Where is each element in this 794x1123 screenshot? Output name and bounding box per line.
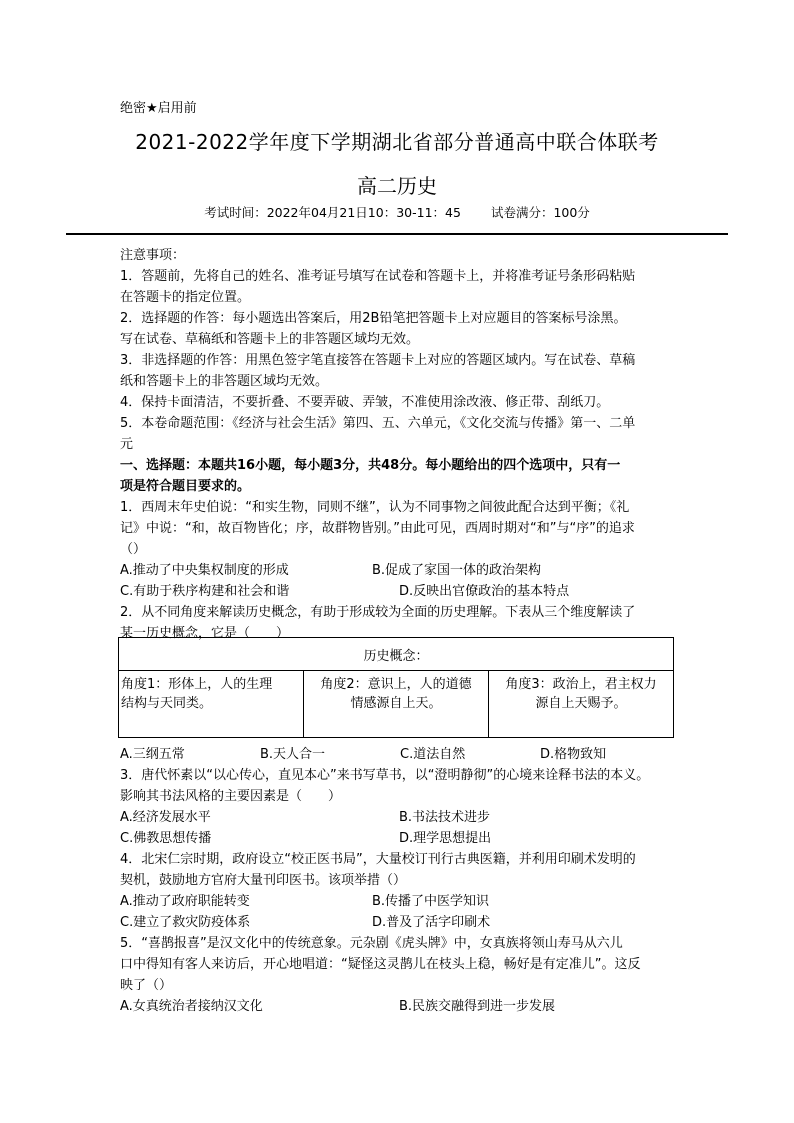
q1-option-d: D.反映出官僚政治的基本特点 bbox=[399, 584, 570, 599]
q4-option-a: A.推动了政府职能转变 bbox=[120, 894, 250, 909]
notice-line: 写在试卷、草稿纸和答题卡上的非答题区域均无效。 bbox=[120, 332, 420, 347]
q1-option-a: A.推动了中央集权制度的形成 bbox=[120, 563, 289, 578]
confidential-label: 绝密★启用前 bbox=[120, 101, 197, 116]
question-1-text: 记》中说：“和，故百物皆化；序，故群物皆别。”由此可见，西周时期对“和”与“序”的追求 bbox=[120, 521, 635, 536]
question-3-text: 3．唐代怀素以“以心传心，直见本心”来书写草书，以“澄明静彻”的心境来诠释书法的本义。 bbox=[120, 768, 650, 783]
q1-option-b: B.促成了家国一体的政治架构 bbox=[372, 563, 542, 578]
concept-table-cell-2 bbox=[304, 671, 489, 738]
section-heading: 一、选择题：本题共16小题，每小题3分，共48分。每小题给出的四个选项中，只有一 bbox=[120, 458, 621, 473]
q5-option-b: B.民族交融得到进一步发展 bbox=[399, 999, 556, 1014]
notice-heading: 注意事项： bbox=[120, 248, 186, 263]
concept-table-cell-1 bbox=[119, 671, 304, 738]
exam-title: 2021-2022学年度下学期湖北省部分普通高中联合体联考 bbox=[135, 130, 659, 154]
question-4-text: 契机，鼓励地方官府大量刊印医书。该项举措（） bbox=[120, 873, 407, 888]
cell-line: 角度1：形体上，人的生理 bbox=[121, 677, 273, 692]
subject-title: 高二历史 bbox=[357, 174, 437, 198]
notice-line: 1．答题前，先将自己的姓名、准考证号填写在试卷和答题卡上，并将准考证号条形码粘贴 bbox=[120, 269, 636, 284]
q2-option-a: A.三纲五常 bbox=[120, 747, 185, 762]
exam-time: 考试时间：2022年04月21日10：30-11：45 bbox=[204, 205, 461, 220]
exam-info bbox=[0, 203, 794, 221]
notice-line: 4．保持卡面清洁，不要折叠、不要弄破、弄皱，不准使用涂改液、修正带、刮纸刀。 bbox=[120, 395, 610, 410]
notice-line: 在答题卡的指定位置。 bbox=[120, 290, 251, 305]
header-divider bbox=[66, 233, 728, 235]
notice-line: 2．选择题的作答：每小题选出答案后，用2B铅笔把答题卡上对应题目的答案标号涂黑。 bbox=[120, 311, 627, 326]
q3-option-d: D.理学思想提出 bbox=[399, 831, 492, 846]
concept-table-cell-3 bbox=[489, 671, 674, 738]
question-4-text: 4．北宋仁宗时期，政府设立“校正医书局”，大量校订刊行古典医籍，并利用印刷术发明的 bbox=[120, 852, 636, 867]
concept-table-header: 历史概念： bbox=[119, 638, 674, 671]
q1-option-c: C.有助于秩序构建和社会和谐 bbox=[120, 584, 290, 599]
q2-option-d: D.格物致知 bbox=[540, 747, 607, 762]
q3-option-a: A.经济发展水平 bbox=[120, 810, 211, 825]
section-heading-cont: 项是符合题目要求的。 bbox=[120, 479, 251, 494]
q4-option-c: C.建立了救灾防疫体系 bbox=[120, 915, 251, 930]
question-1-text: （） bbox=[120, 542, 147, 557]
question-2-text: 某一历史概念，它是（ ） bbox=[120, 626, 290, 641]
q3-option-b: B.书法技术进步 bbox=[399, 810, 491, 825]
cell-line: 结构与天同类。 bbox=[121, 696, 213, 711]
cell-line: 角度2：意识上，人的道德 bbox=[320, 677, 472, 692]
question-5-text: 映了（） bbox=[120, 978, 173, 993]
q4-option-b: B.传播了中医学知识 bbox=[372, 894, 490, 909]
notice-line: 纸和答题卡上的非答题区域均无效。 bbox=[120, 374, 329, 389]
q5-option-a: A.女真统治者接纳汉文化 bbox=[120, 999, 263, 1014]
cell-line: 角度3：政治上，君主权力 bbox=[505, 677, 657, 692]
notice-line: 3．非选择题的作答：用黑色签字笔直接答在答题卡上对应的答题区域内。写在试卷、草稿 bbox=[120, 353, 636, 368]
q2-option-b: B.天人合一 bbox=[260, 747, 326, 762]
q3-option-c: C.佛教思想传播 bbox=[120, 831, 212, 846]
q4-option-d: D.普及了活字印刷术 bbox=[372, 915, 491, 930]
question-5-text: 5．“喜鹊报喜”是汉文化中的传统意象。元杂剧《虎头牌》中，女真族将领山寿马从六儿 bbox=[120, 936, 623, 951]
question-3-text: 影响其书法风格的主要因素是（ ） bbox=[120, 789, 342, 804]
question-1-text: 1．西周末年史伯说：“和实生物，同则不继”，认为不同事物之间彼此配合达到平衡；《礼 bbox=[120, 500, 630, 515]
notice-line: 元 bbox=[120, 437, 134, 452]
cell-line: 情感源自上天。 bbox=[350, 696, 442, 711]
cell-line: 源自上天赐予。 bbox=[535, 696, 627, 711]
full-score: 试卷满分：100分 bbox=[490, 205, 590, 220]
q2-option-c: C.道法自然 bbox=[400, 747, 466, 762]
notice-line: 5．本卷命题范围：《经济与社会生活》第四、五、六单元，《文化交流与传播》第一、二单 bbox=[120, 416, 636, 431]
concept-table bbox=[118, 637, 674, 738]
question-2-text: 2．从不同角度来解读历史概念，有助于形成较为全面的历史理解。下表从三个维度解读了 bbox=[120, 605, 636, 620]
question-5-text: 口中得知有客人来访后，开心地唱道：“疑怪这灵鹊儿在枝头上稳，畅好是有定准儿”。这反 bbox=[120, 957, 641, 972]
